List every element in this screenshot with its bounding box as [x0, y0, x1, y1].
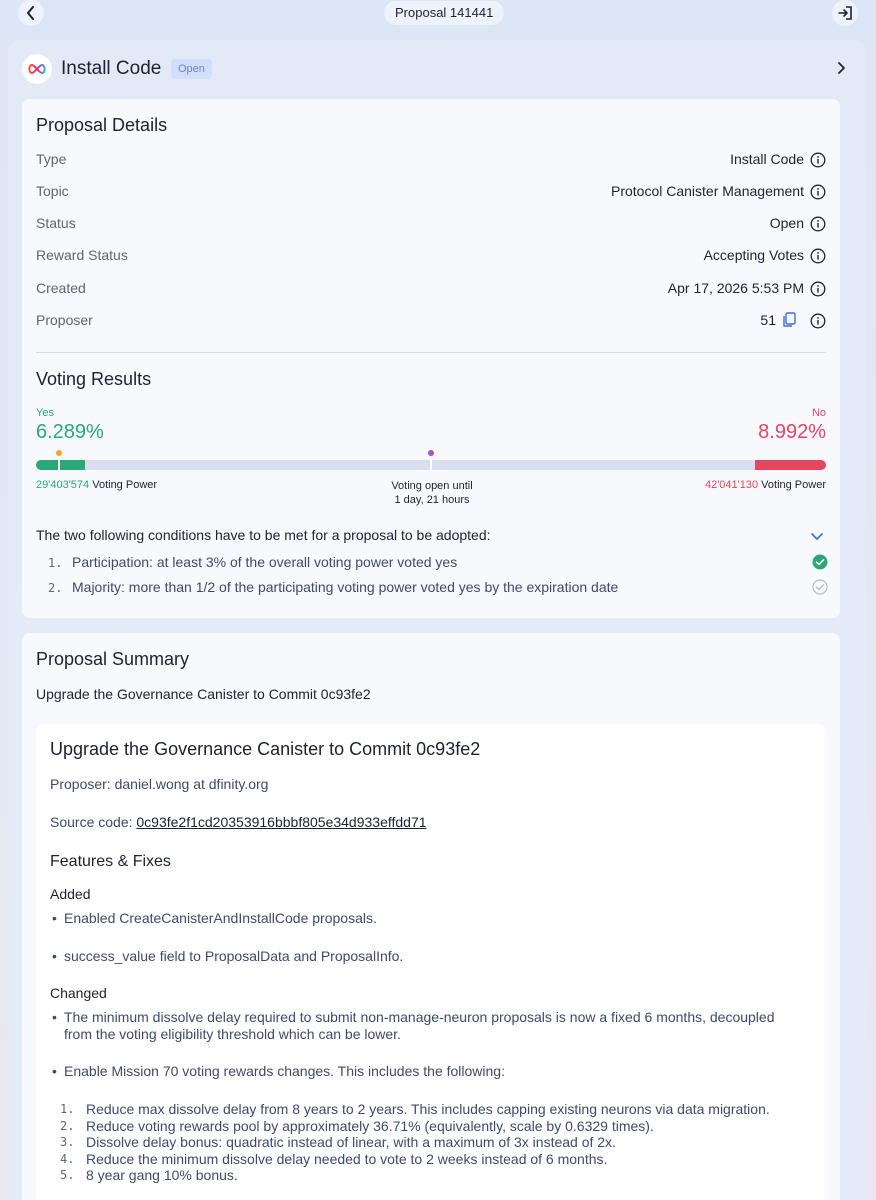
divider [36, 352, 826, 353]
threshold-dot [56, 450, 62, 456]
proposal-type-title: Install Code [61, 58, 162, 79]
detail-row-reward-status [36, 247, 826, 267]
info-icon[interactable] [810, 184, 826, 200]
condition-item: 2. Majority: more than 1/2 of the participating voting power voted yes by the expiration date [48, 579, 828, 599]
detail-row-status [36, 215, 826, 235]
info-icon[interactable] [810, 216, 826, 232]
detail-value: 51 [760, 312, 776, 328]
detail-value: Install Code [730, 151, 804, 167]
yes-bar [36, 460, 85, 470]
info-icon[interactable] [810, 248, 826, 264]
logout-icon [837, 5, 853, 21]
detail-label: Proposer [36, 312, 93, 328]
conditions-title: The two following conditions have to be met for a proposal to be adopted: [36, 527, 491, 543]
proposer-line: Proposer: daniel.wong at dfinity.org [50, 776, 269, 792]
source-code-link[interactable]: 0c93fe2f1cd20353916bbbf805e34d933effdd71 [136, 814, 427, 830]
detail-value: Open [769, 215, 804, 231]
midpoint-dot [428, 450, 434, 456]
condition-item: 1. Participation: at least 3% of the overall voting power voted yes [48, 554, 828, 574]
detail-value: Accepting Votes [703, 247, 804, 263]
no-label: No [811, 407, 826, 419]
icp-logo [22, 54, 52, 84]
voting-results-title: Voting Results [36, 369, 152, 389]
detail-row-topic [36, 183, 826, 203]
check-circle-filled-icon [812, 554, 828, 570]
detail-label: Reward Status [36, 247, 128, 263]
features-heading: Features & Fixes [50, 853, 171, 870]
summary-content: Upgrade the Governance Canister to Commit 0c93fe2 Proposer: daniel.wong at dfinity.org Source code: 0c93fe2f1cd20353916bbbf805e34d933effdd71 Features & Fixes Added • Enabled CreateCanisterAndInstallCode proposals. • success_value field to ProposalData and ProposalInfo. Changed • The minimum dissolve delay required to submit non-manage-neuron proposals is now a fixed 6 months, decoupled from the voting eligibility threshold which can be lower. • Enable Mission 70 voting rewards changes. This includes the following: 1. Reduce max dissolve delay from 8 years to 2 years. This includes capping existing neurons via data migration. 2. Reduce voting rewards pool by approximately 36.71% (equivalently, scale by 0.6329 times). 3. Dissolve delay bonus: quadratic instead of linear, with a maximum of 3x instead of 2x. 4. Reduce the minimum dissolve delay needed to vote to 2 weeks instead of 6 months. 5. 8 year gang 10% bonus. [36, 724, 826, 1200]
midpoint-marker [430, 458, 432, 472]
back-button[interactable] [18, 0, 44, 26]
proposal-summary-card [22, 633, 840, 1200]
logout-button[interactable] [832, 0, 858, 26]
info-icon[interactable] [810, 281, 826, 297]
proposal-details-card [22, 99, 840, 618]
top-bar [0, 0, 876, 30]
info-icon[interactable] [810, 152, 826, 168]
chevron-right-icon[interactable] [836, 61, 846, 80]
detail-label: Created [36, 280, 86, 296]
changed-heading: Changed [50, 985, 107, 1001]
status-badge: Open [171, 59, 212, 79]
detail-label: Topic [36, 183, 69, 199]
info-icon[interactable] [810, 313, 826, 329]
detail-label: Type [36, 151, 67, 167]
source-code-line: Source code: 0c93fe2f1cd20353916bbbf805e34d933effdd71 [50, 814, 427, 830]
yes-voting-power: 29'403'574 Voting Power [36, 479, 158, 491]
yes-percent: 6.289% [36, 421, 104, 443]
page-title: Proposal 141441 [384, 1, 504, 25]
no-bar [755, 460, 826, 470]
threshold-marker [58, 458, 60, 472]
chevron-left-icon [25, 6, 37, 20]
no-voting-power: 42'041'130 Voting Power [704, 479, 826, 491]
proposal-panel [8, 40, 866, 1200]
proposal-summary-title: Proposal Summary [36, 649, 190, 669]
check-circle-outline-icon [812, 579, 828, 595]
infinity-icon [27, 63, 47, 75]
proposal-header[interactable] [22, 54, 852, 84]
detail-row-type [36, 151, 826, 171]
summary-heading: Upgrade the Governance Canister to Commit 0c93fe2 [50, 739, 481, 759]
voting-progress-bar [36, 460, 826, 470]
detail-value: Apr 17, 2026 5:53 PM [667, 280, 804, 296]
yes-label: Yes [36, 407, 54, 419]
detail-value: Protocol Canister Management [611, 183, 804, 199]
chevron-down-icon[interactable] [810, 529, 824, 547]
detail-row-created [36, 280, 826, 300]
no-percent: 8.992% [758, 421, 826, 443]
added-heading: Added [50, 886, 91, 902]
detail-label: Status [36, 215, 76, 231]
summary-intro: Upgrade the Governance Canister to Commit 0c93fe2 [36, 686, 371, 702]
detail-row-proposer [36, 312, 826, 332]
voting-open-until: Voting open until 1 day, 21 hours [391, 480, 473, 506]
proposal-details-title: Proposal Details [36, 115, 168, 135]
copy-icon[interactable] [782, 312, 796, 328]
